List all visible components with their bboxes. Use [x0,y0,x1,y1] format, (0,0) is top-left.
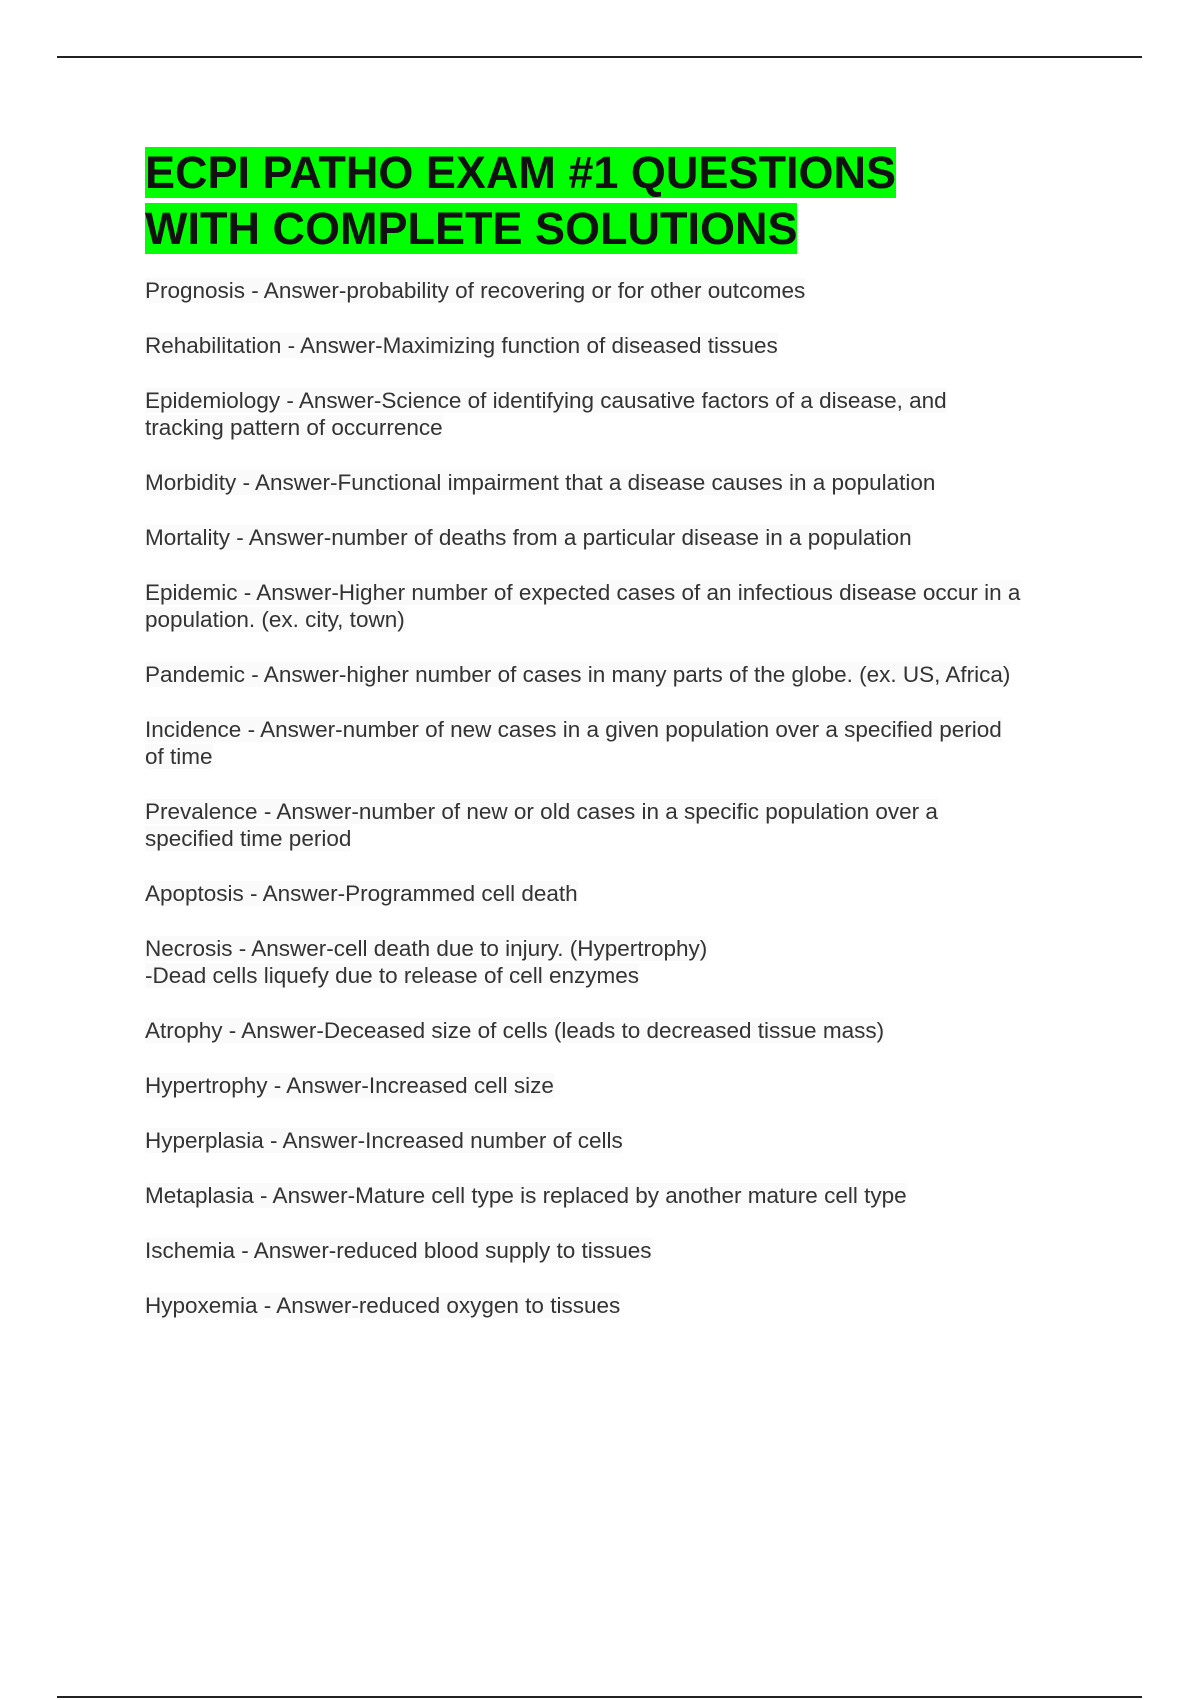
qa-text: Necrosis - Answer-cell death due to injury. (Hypertrophy) -Dead cells liquefy due to release of cell enzymes [145,936,708,988]
list-item [145,277,1095,304]
title-line-1: ECPI PATHO EXAM #1 QUESTIONS [145,147,896,198]
document-title [145,145,1095,257]
qa-text: Epidemiology - Answer-Science of identifying causative factors of a disease, and tracking pattern of occurrence [145,388,947,440]
qa-list [145,277,1095,1319]
list-item [145,935,1095,989]
footer-rule [57,1696,1142,1698]
list-item [145,1017,1095,1044]
list-item [145,524,1095,551]
qa-text: Hypoxemia - Answer-reduced oxygen to tissues [145,1293,621,1318]
qa-text: Morbidity - Answer-Functional impairment that a disease causes in a population [145,470,936,495]
list-item [145,798,1095,852]
list-item [145,1237,1095,1264]
list-item [145,1292,1095,1319]
list-item [145,1127,1095,1154]
qa-text: Prognosis - Answer-probability of recovering or for other outcomes [145,278,806,303]
header-rule [57,56,1142,58]
qa-text: Epidemic - Answer-Higher number of expected cases of an infectious disease occur in a population. (ex. city, town) [145,580,1021,632]
list-item [145,387,1095,441]
qa-text: Apoptosis - Answer-Programmed cell death [145,881,578,906]
qa-text: Ischemia - Answer-reduced blood supply to tissues [145,1238,652,1263]
qa-text: Mortality - Answer-number of deaths from a particular disease in a population [145,525,912,550]
qa-text: Hypertrophy - Answer-Increased cell size [145,1073,554,1098]
qa-text: Prevalence - Answer-number of new or old cases in a specific population over a specified time period [145,799,938,851]
list-item [145,1072,1095,1099]
document-body [145,145,1095,1347]
list-item [145,716,1095,770]
list-item [145,332,1095,359]
list-item [145,579,1095,633]
qa-text: Rehabilitation - Answer-Maximizing function of diseased tissues [145,333,778,358]
list-item [145,661,1095,688]
qa-text: Atrophy - Answer-Deceased size of cells (leads to decreased tissue mass) [145,1018,885,1043]
qa-text: Pandemic - Answer-higher number of cases in many parts of the globe. (ex. US, Africa) [145,662,1011,687]
qa-text: Incidence - Answer-number of new cases in a given population over a specified period of time [145,717,1002,769]
qa-text: Hyperplasia - Answer-Increased number of cells [145,1128,623,1153]
title-line-2: WITH COMPLETE SOLUTIONS [145,203,798,254]
list-item [145,880,1095,907]
list-item [145,469,1095,496]
qa-text: Metaplasia - Answer-Mature cell type is replaced by another mature cell type [145,1183,907,1208]
list-item [145,1182,1095,1209]
